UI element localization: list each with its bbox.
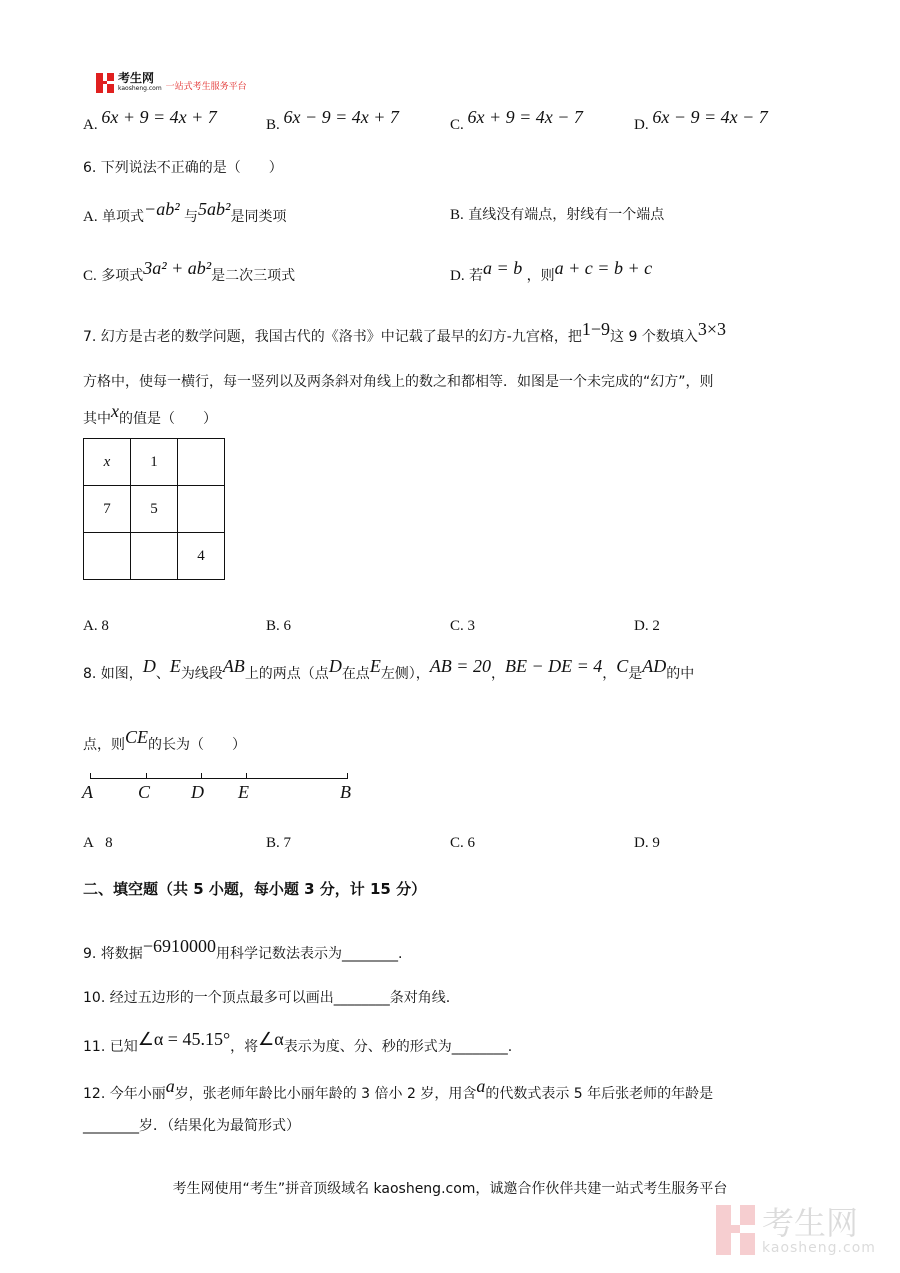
q7-option-a: A. 8 (83, 618, 109, 634)
q10: 10. 经过五边形的一个顶点最多可以画出________条对角线. (83, 990, 451, 1006)
q5-option-b: B. 6x − 9 = 4x + 7 (266, 107, 399, 133)
tick-c (146, 773, 147, 779)
q8-option-a: A 8 (83, 835, 113, 851)
q5-option-d: D. 6x − 9 = 4x − 7 (634, 107, 768, 133)
q6-option-a: A. 单项式−ab² 与5ab²是同类项 (83, 199, 287, 225)
logo-icon (96, 73, 116, 93)
q5-option-c: C. 6x + 9 = 4x − 7 (450, 107, 583, 133)
q7-line-1: 7. 幻方是古老的数学问题，我国古代的《洛书》中记载了最早的幻方-九宫格，把1−9这 9 个数填入3×3 (83, 319, 726, 345)
point-label-b: B (340, 782, 351, 802)
point-label-e: E (238, 782, 249, 802)
line-segment-ab (90, 778, 348, 779)
q8-line-1: 8. 如图，D、E为线段AB上的两点（点D在点E左侧），AB = 20，BE − DE = 4，C是AD的中 (83, 656, 695, 682)
tick-b (347, 773, 348, 779)
q12-line-1: 12. 今年小丽a岁，张老师年龄比小丽年龄的 3 倍小 2 岁，用含a的代数式表示 5 年后张老师的年龄是 (83, 1076, 714, 1102)
grid-cell: 4 (178, 533, 225, 580)
point-label-c: C (138, 782, 151, 802)
tick-d (201, 773, 202, 779)
q7-option-d: D. 2 (634, 618, 660, 634)
watermark-text: 考生网 (762, 1204, 859, 1242)
header-slogan: 一站式考生服务平台 (165, 82, 247, 92)
watermark-sub: kaosheng.com (762, 1240, 876, 1256)
grid-cell: x (84, 439, 131, 486)
q8-option-c: C. 6 (450, 835, 476, 851)
tick-a (90, 773, 91, 779)
point-label-a: A (82, 782, 93, 802)
q7-option-b: B. 6 (266, 618, 292, 634)
watermark-logo (716, 1205, 876, 1255)
q8-option-b: B. 7 (266, 835, 292, 851)
q11: 11. 已知∠α = 45.15°，将∠α表示为度、分、秒的形式为________. (83, 1029, 513, 1055)
q6-option-c: C. 多项式3a² + ab²是二次三项式 (83, 258, 296, 284)
footer-text: 考生网使用“考生”拼音顶级域名 kaosheng.com，诚邀合作伙伴共建一站式考生服务平台 (172, 1181, 728, 1197)
grid-cell: 7 (84, 486, 131, 533)
point-label-d: D (191, 782, 204, 802)
magic-square-grid (83, 438, 225, 580)
watermark-icon (716, 1205, 756, 1255)
q6-option-d: D. 若a = b ，则a + c = b + c (450, 258, 653, 284)
q5-option-a: A. 6x + 9 = 4x + 7 (83, 107, 217, 133)
grid-cell (131, 533, 178, 580)
grid-cell: 5 (131, 486, 178, 533)
logo-text: 考生网 (118, 71, 155, 85)
q7-line-2: 方格中，使每一横行，每一竖列以及两条斜对角线上的数之和都相等．如图是一个未完成的“幻方”，则 (83, 374, 714, 390)
q7-line-3: 其中x的值是（ ） (83, 401, 217, 427)
q8-option-d: D. 9 (634, 835, 660, 851)
section-heading: 二、填空题（共 5 小题，每小题 3 分，计 15 分） (83, 880, 427, 898)
q9: 9. 将数据−6910000用科学记数法表示为________. (83, 936, 403, 962)
q8-line-2: 点，则CE的长为（ ） (83, 727, 247, 753)
q6-stem: 6. 下列说法不正确的是（ ） (83, 160, 283, 176)
q7-option-c: C. 3 (450, 618, 476, 634)
grid-cell (178, 439, 225, 486)
logo-sub: kaosheng.com (118, 85, 162, 92)
grid-cell (178, 486, 225, 533)
header-logo (96, 72, 247, 93)
grid-cell: 1 (131, 439, 178, 486)
q6-option-b: B. 直线没有端点，射线有一个端点 (450, 207, 665, 223)
grid-cell (84, 533, 131, 580)
tick-e (246, 773, 247, 779)
q12-line-2: ________岁．（结果化为最简形式） (83, 1118, 300, 1134)
